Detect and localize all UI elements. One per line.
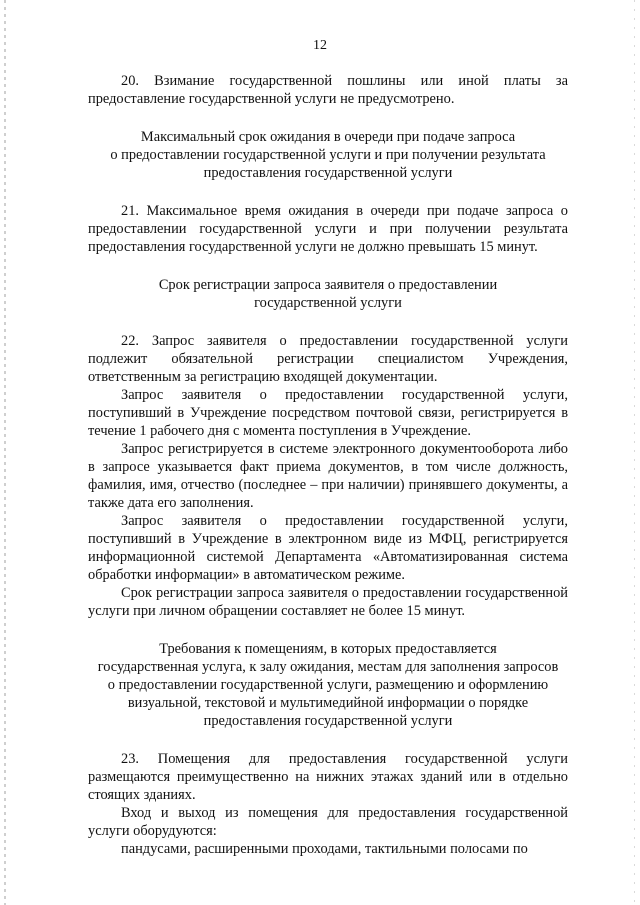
scan-edge-left (4, 0, 6, 905)
paragraph-23-ramps: пандусами, расширенными проходами, тактильными полосами по (121, 841, 528, 857)
paragraph-23-entrance: Вход и выход из помещения для предоставления государственной услуги оборудуются: (88, 805, 568, 839)
section-heading-registration: Срок регистрации запроса заявителя о предоставлении государственной услуги (158, 277, 498, 311)
section-heading-queue-time: Максимальный срок ожидания в очереди при подаче запроса о предоставлении государственной услуги и при получении результата предоставления государственной услуги (110, 129, 546, 181)
scan-edge-right (634, 0, 635, 905)
paragraph-22-postal: Запрос заявителя о предоставлении государственной услуги, поступивший в Учреждение посредством почтовой связи, регистрируется в течение 1 рабочего дня с момента поступления в Учреждение. (88, 387, 568, 439)
paragraph-22: 22. Запрос заявителя о предоставлении государственной услуги подлежит обязательной регистрации специалистом Учреждения, ответственным за регистрацию входящей документации. (88, 333, 568, 385)
paragraph-20: 20. Взимание государственной пошлины или иной платы за предоставление государственной услуги не предусмотрено. (88, 73, 568, 107)
section-heading-premises: Требования к помещениям, в которых предоставляется государственная услуга, к залу ожидания, местам для заполнения запросов о предоставлении государственной услуги, размещению и оформлению визуальной, текстовой и мультимедийной информации о порядке предоставления государственной услуги (97, 641, 559, 729)
paragraph-22-mfc: Запрос заявителя о предоставлении государственной услуги, поступивший в Учреждение в электронном виде из МФЦ, регистрируется информационной системой Департамента «Автоматизированная система обработки информации» в автоматическом режиме. (88, 513, 568, 583)
paragraph-23: 23. Помещения для предоставления государственной услуги размещаются преимущественно на нижних этажах зданий или в отдельно стоящих зданиях. (88, 751, 568, 803)
paragraph-22-in-person: Срок регистрации запроса заявителя о предоставлении государственной услуги при личном обращении составляет не более 15 минут. (88, 585, 568, 619)
paragraph-22-edo: Запрос регистрируется в системе электронного документооборота либо в запросе указывается факт приема документов, в том числе должность, фамилия, имя, отчество (последнее – при наличии) принявшего документы, а также дата его заполнения. (88, 441, 568, 511)
document-body (88, 72, 568, 858)
page-number: 12 (313, 38, 327, 53)
paragraph-21: 21. Максимальное время ожидания в очереди при подаче запроса о предоставлении государственной услуги и при получении результата предоставления государственной услуги не должно превышать 15 минут. (88, 203, 568, 255)
